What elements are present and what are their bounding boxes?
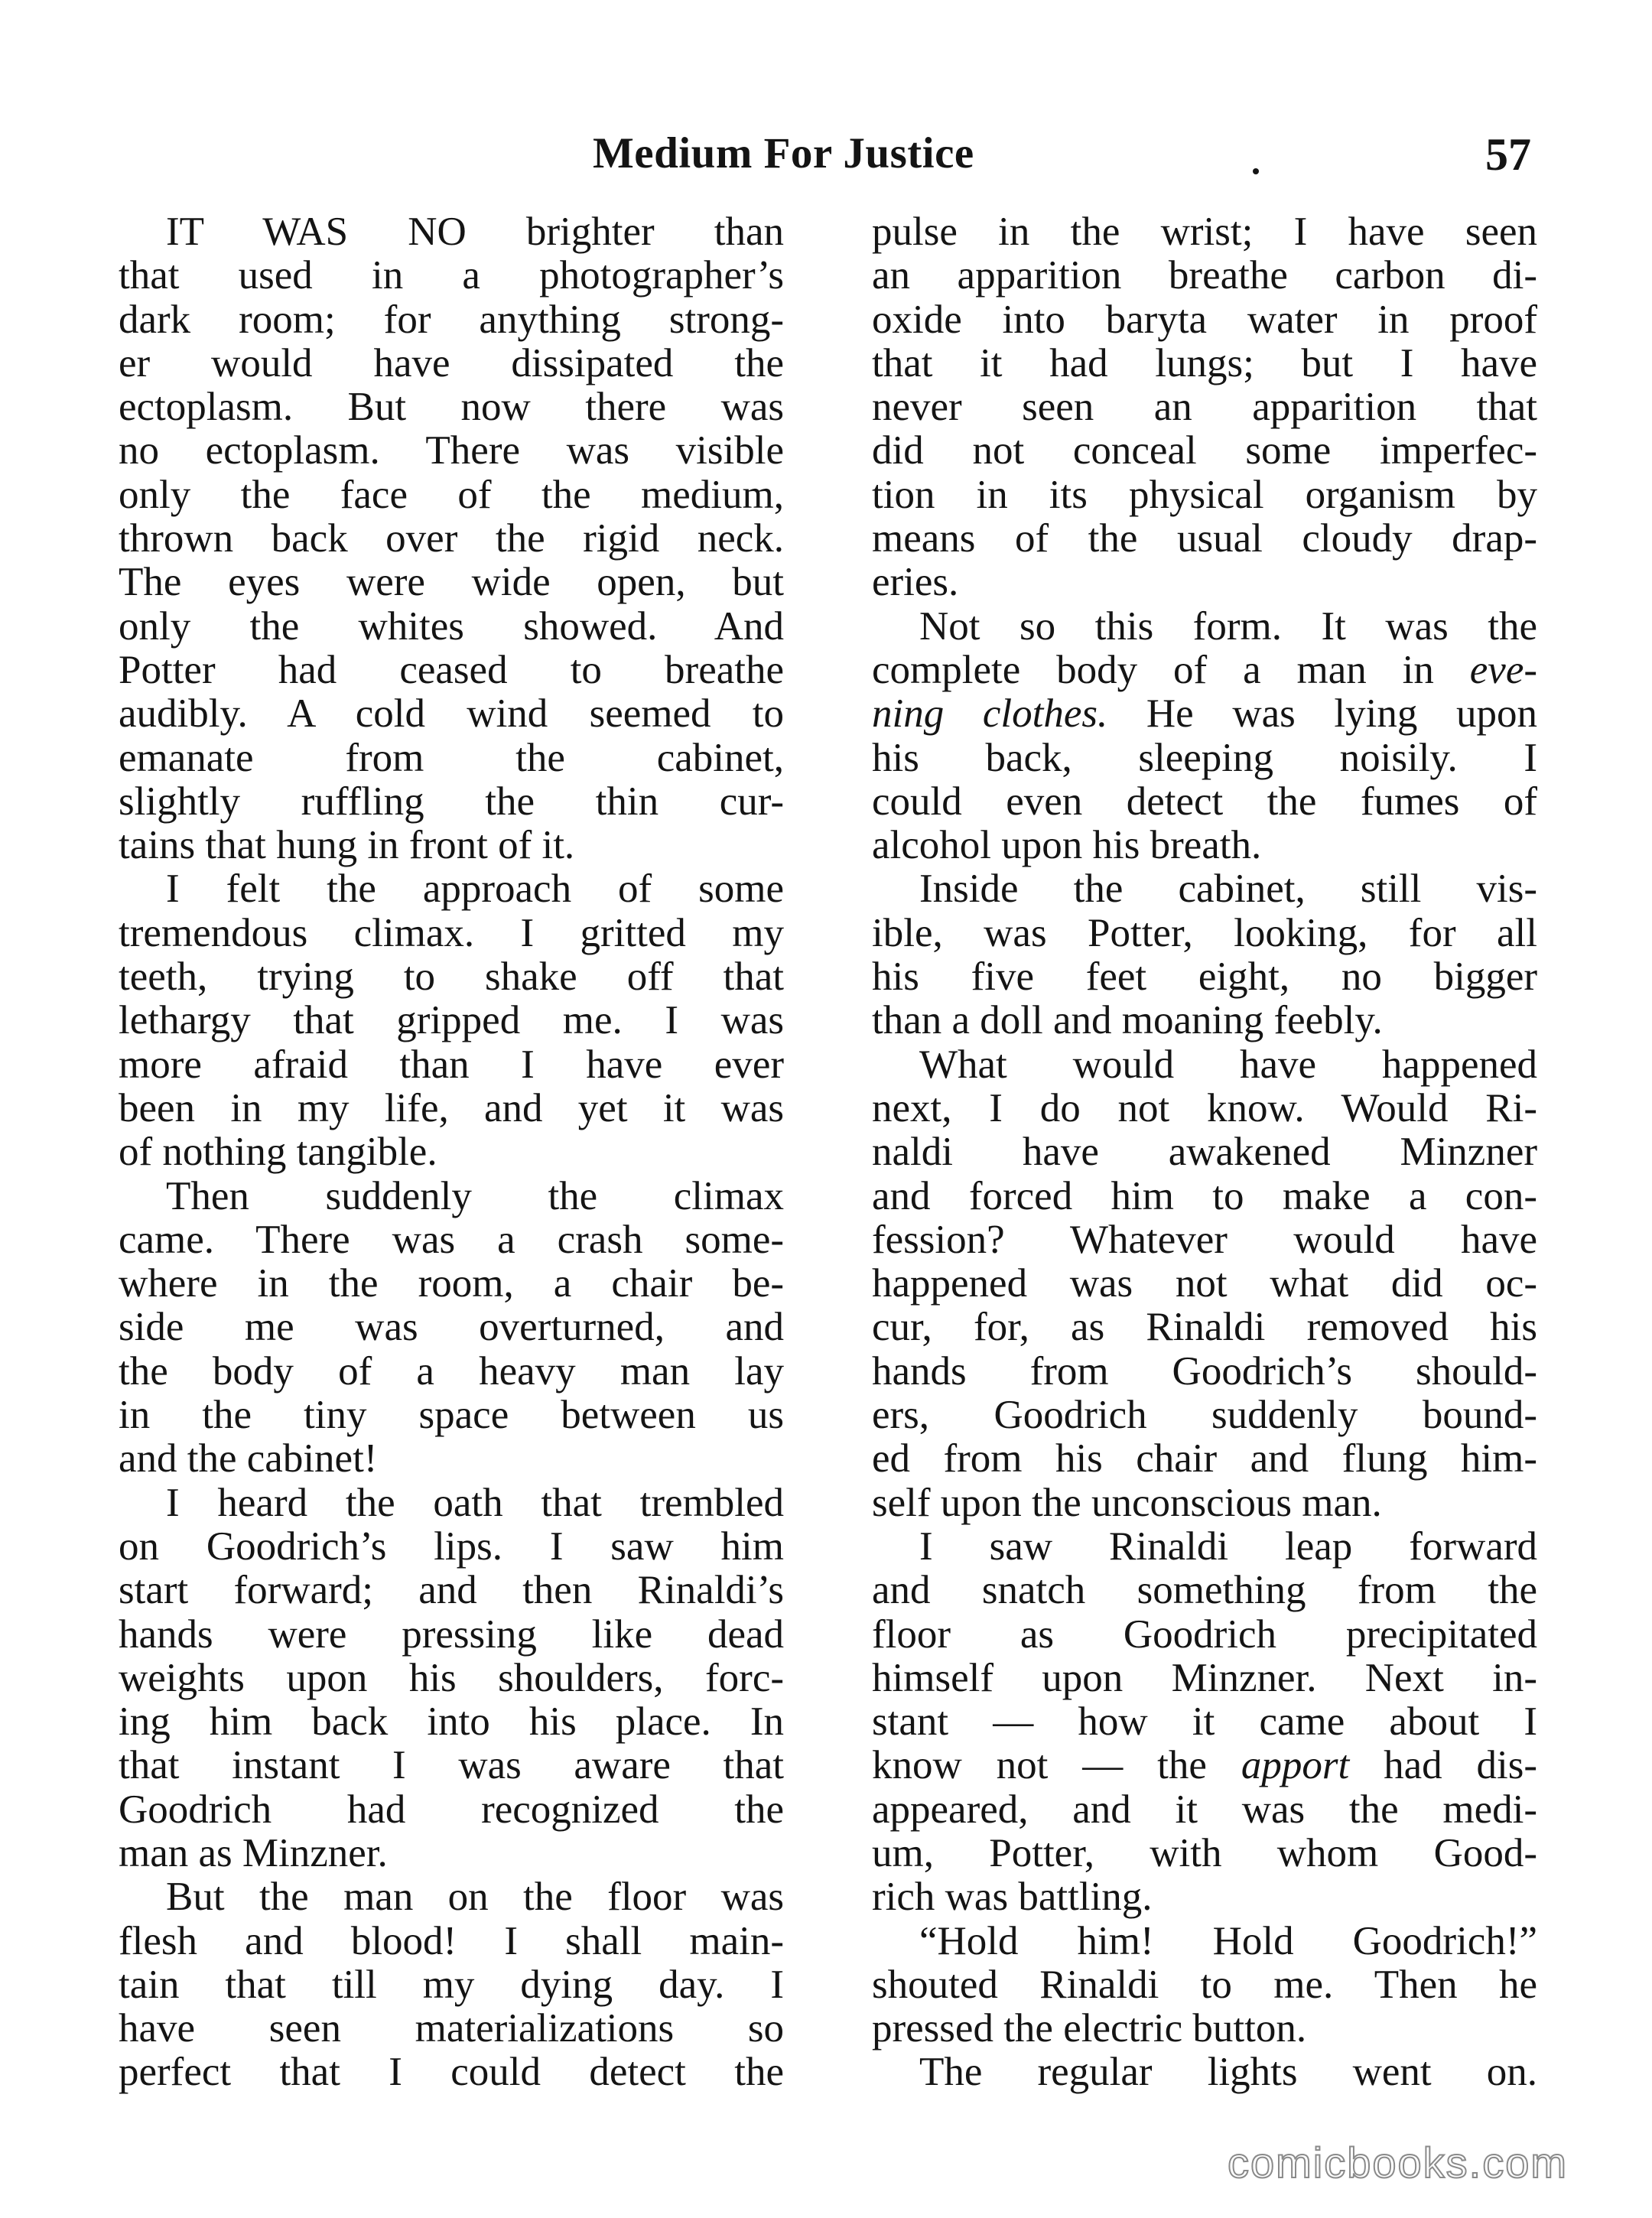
text-line: that instant I was aware that bbox=[119, 1744, 784, 1788]
text-column-right bbox=[872, 210, 1537, 2095]
text-line: dark room; for anything strong- bbox=[119, 298, 784, 342]
text-line: and the cabinet! bbox=[119, 1437, 378, 1481]
text-line: “Hold him! Hold Goodrich!” bbox=[919, 1919, 1537, 1963]
text-line: than a doll and moaning feebly. bbox=[872, 999, 1383, 1043]
text-line: ers, Goodrich suddenly bound- bbox=[872, 1394, 1537, 1438]
text-line: I felt the approach of some bbox=[166, 867, 784, 912]
text-line: cur, for, as Rinaldi removed his bbox=[872, 1306, 1537, 1350]
text-line: Then suddenly the climax bbox=[166, 1174, 784, 1218]
page-number: 57 bbox=[1485, 129, 1531, 180]
text-line: ning clothes. He was lying upon bbox=[872, 692, 1537, 737]
text-line: and snatch something from the bbox=[872, 1569, 1537, 1613]
running-head bbox=[0, 128, 1652, 190]
text-line: thrown back over the rigid neck. bbox=[119, 517, 784, 561]
text-line: tain that till my dying day. I bbox=[119, 1963, 784, 2007]
text-line: slightly ruffling the thin cur- bbox=[119, 779, 784, 824]
text-line: um, Potter, with whom Good- bbox=[872, 1831, 1537, 1875]
text-line: came. There was a crash some- bbox=[119, 1218, 784, 1262]
text-line: But the man on the floor was bbox=[166, 1875, 784, 1920]
running-title: Medium For Justice bbox=[593, 129, 974, 177]
text-line: ing him back into his place. In bbox=[119, 1700, 784, 1745]
text-line: tion in its physical organism by bbox=[872, 473, 1537, 517]
text-line: know not — the apport had dis- bbox=[872, 1744, 1537, 1788]
text-line: side me was overturned, and bbox=[119, 1306, 784, 1350]
text-line: only the face of the medium, bbox=[119, 473, 784, 517]
text-line: emanate from the cabinet, bbox=[119, 736, 784, 780]
text-line: never seen an apparition that bbox=[872, 385, 1537, 430]
text-line: fession? Whatever would have bbox=[872, 1218, 1537, 1262]
text-line: complete body of a man in eve- bbox=[872, 648, 1537, 692]
text-line: have seen materializations so bbox=[119, 2007, 784, 2051]
text-line: pulse in the wrist; I have seen bbox=[872, 210, 1537, 254]
text-line: teeth, trying to shake off that bbox=[119, 955, 784, 1000]
text-line: er would have dissipated the bbox=[119, 341, 784, 385]
text-line: hands from Goodrich’s should- bbox=[872, 1349, 1537, 1394]
text-line: What would have happened bbox=[919, 1042, 1537, 1087]
text-line: oxide into baryta water in proof bbox=[872, 298, 1537, 342]
text-line: more afraid than I have ever bbox=[119, 1042, 784, 1087]
text-line: that used in a photographer’s bbox=[119, 254, 784, 298]
text-line: lethargy that gripped me. I was bbox=[119, 999, 784, 1043]
watermark-logo: comicbooks.com bbox=[1228, 2138, 1569, 2187]
text-line: himself upon Minzner. Next in- bbox=[872, 1656, 1537, 1700]
text-line: I saw Rinaldi leap forward bbox=[919, 1524, 1537, 1569]
text-line: perfect that I could detect the bbox=[119, 2051, 784, 2095]
text-column-left bbox=[119, 210, 784, 2095]
text-line: eries. bbox=[872, 561, 959, 605]
text-line: shouted Rinaldi to me. Then he bbox=[872, 1963, 1537, 2007]
text-line: alcohol upon his breath. bbox=[872, 824, 1262, 868]
text-line: been in my life, and yet it was bbox=[119, 1086, 784, 1130]
text-line: audibly. A cold wind seemed to bbox=[119, 692, 784, 737]
text-line: tremendous climax. I gritted my bbox=[119, 911, 784, 955]
text-line: did not conceal some imperfec- bbox=[872, 429, 1537, 473]
text-line: tains that hung in front of it. bbox=[119, 824, 575, 868]
text-line: in the tiny space between us bbox=[119, 1394, 784, 1438]
text-line: an apparition breathe carbon di- bbox=[872, 254, 1537, 298]
text-line: on Goodrich’s lips. I saw him bbox=[119, 1524, 784, 1569]
text-line: of nothing tangible. bbox=[119, 1130, 437, 1175]
text-line: only the whites showed. And bbox=[119, 604, 784, 649]
text-line: floor as Goodrich precipitated bbox=[872, 1612, 1537, 1657]
text-line: stant — how it came about I bbox=[872, 1700, 1537, 1745]
text-line: his back, sleeping noisily. I bbox=[872, 736, 1537, 780]
text-line: could even detect the fumes of bbox=[872, 779, 1537, 824]
text-line: that it had lungs; but I have bbox=[872, 341, 1537, 385]
text-line: the body of a heavy man lay bbox=[119, 1349, 784, 1394]
text-line: The regular lights went on. bbox=[919, 2051, 1537, 2095]
header-dot bbox=[1253, 168, 1259, 174]
text-line: ible, was Potter, looking, for all bbox=[872, 911, 1537, 955]
text-line: naldi have awakened Minzner bbox=[872, 1130, 1537, 1175]
text-line: start forward; and then Rinaldi’s bbox=[119, 1569, 784, 1613]
text-line: ectoplasm. But now there was bbox=[119, 385, 784, 430]
text-line: next, I do not know. Would Ri- bbox=[872, 1086, 1537, 1130]
text-line: means of the usual cloudy drap- bbox=[872, 517, 1537, 561]
text-line: pressed the electric button. bbox=[872, 2007, 1307, 2051]
text-line: I heard the oath that trembled bbox=[166, 1481, 784, 1525]
text-line: flesh and blood! I shall main- bbox=[119, 1919, 784, 1963]
text-line: Inside the cabinet, still vis- bbox=[919, 867, 1537, 912]
text-line: happened was not what did oc- bbox=[872, 1262, 1537, 1306]
text-line: IT WAS NO brighter than bbox=[166, 210, 784, 254]
text-line: Not so this form. It was the bbox=[919, 604, 1537, 649]
text-line: Potter had ceased to breathe bbox=[119, 648, 784, 692]
text-line: no ectoplasm. There was visible bbox=[119, 429, 784, 473]
text-line: self upon the unconscious man. bbox=[872, 1481, 1382, 1525]
text-line: rich was battling. bbox=[872, 1875, 1153, 1920]
text-line: man as Minzner. bbox=[119, 1831, 388, 1875]
text-line: weights upon his shoulders, forc- bbox=[119, 1656, 784, 1700]
text-line: his five feet eight, no bigger bbox=[872, 955, 1537, 1000]
text-line: ed from his chair and flung him- bbox=[872, 1437, 1537, 1481]
text-line: and forced him to make a con- bbox=[872, 1174, 1537, 1218]
text-line: Goodrich had recognized the bbox=[119, 1787, 784, 1832]
text-line: The eyes were wide open, but bbox=[119, 561, 784, 605]
text-line: appeared, and it was the medi- bbox=[872, 1787, 1537, 1832]
text-line: hands were pressing like dead bbox=[119, 1612, 784, 1657]
text-line: where in the room, a chair be- bbox=[119, 1262, 784, 1306]
